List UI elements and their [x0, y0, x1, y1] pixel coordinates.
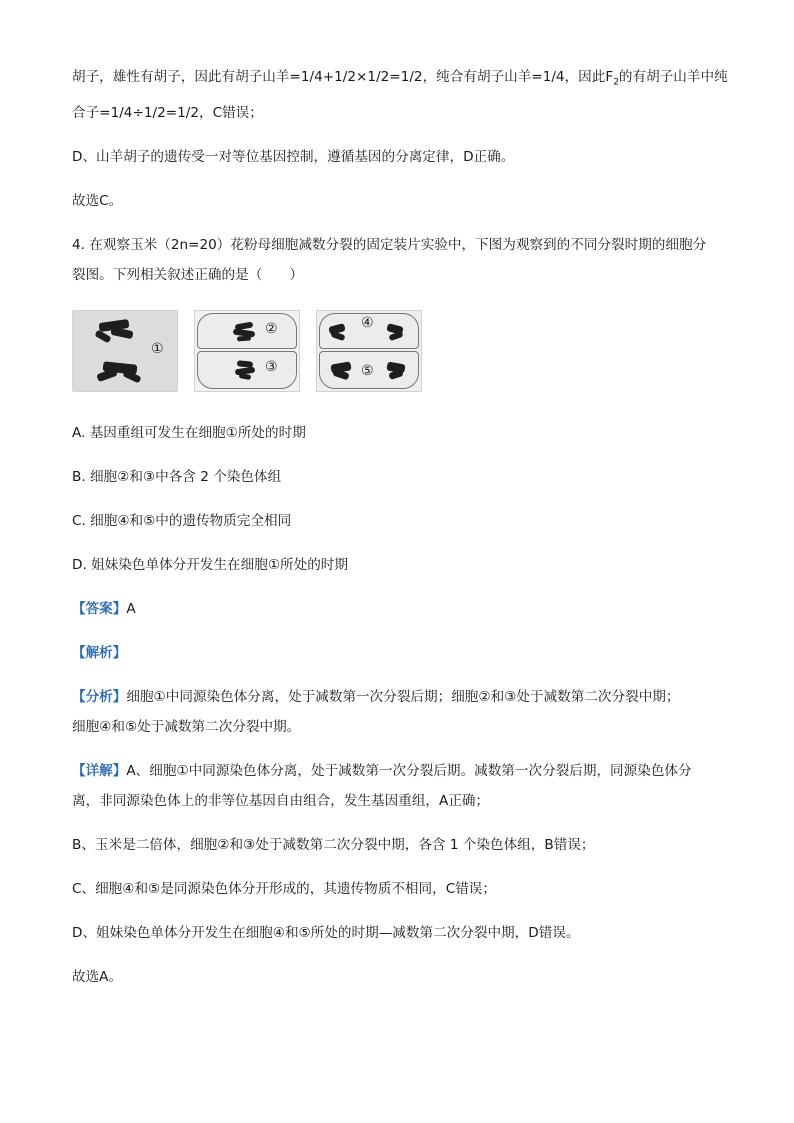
text-line [72, 62, 728, 98]
xiangjie-line [72, 756, 722, 786]
micrograph-cell-2-3 [194, 310, 300, 392]
text-segment: 胡子，雄性有胡子，因此有胡子山羊=1/4+1/2×1/2=1/2，纯合有胡子山羊=1/4，因此F [72, 69, 614, 85]
chromosome-mark [237, 335, 251, 341]
question-stem: 4. 在观察玉米（2n=20）花粉母细胞减数分裂的固定装片实验中，下图为观察到的不同分裂时期的细胞分 [72, 236, 707, 253]
analysis-tag: 【解析】 [72, 644, 127, 661]
micrograph-figure [72, 310, 722, 392]
cell-label-1: ① [151, 340, 164, 357]
option-b: B. 细胞②和③中各含 2 个染色体组 [72, 468, 282, 485]
text-line: 故选C。 [72, 192, 123, 209]
answer-tag: 【答案】 [72, 600, 127, 617]
cell-label-2: ② [265, 320, 278, 337]
text-line: D、山羊胡子的遗传受一对等位基因控制，遵循基因的分离定律，D正确。 [72, 148, 515, 165]
option-d: D. 姐妹染色单体分开发生在细胞①所处的时期 [72, 556, 348, 573]
text-segment: A、细胞①中同源染色体分离，处于减数第一次分裂后期。减数第一次分裂后期，同源染色体分 [126, 762, 692, 779]
cell-label-3: ③ [265, 358, 278, 375]
text-line: 离，非同源染色体上的非等位基因自由组合，发生基因重组，A正确； [72, 792, 490, 809]
text-segment: 细胞①中同源染色体分离，处于减数第一次分裂后期；细胞②和③处于减数第二次分裂中期； [126, 688, 680, 705]
document-page [72, 62, 728, 1006]
text-line: 细胞④和⑤处于减数第二次分裂中期。 [72, 718, 301, 735]
cell-label-4: ④ [361, 314, 374, 331]
fenxi-tag: 【分析】 [72, 688, 127, 705]
text-line: B、玉米是二倍体，细胞②和③处于减数第二次分裂中期，各含 1 个染色体组，B错误； [72, 836, 595, 853]
subscript: 2 [613, 77, 619, 88]
chromosome-mark [96, 368, 118, 382]
xiangjie-tag: 【详解】 [72, 762, 127, 779]
chromosome-mark [110, 327, 133, 339]
option-c: C. 细胞④和⑤中的遗传物质完全相同 [72, 512, 292, 529]
answer-value: A [126, 600, 136, 617]
fenxi-line [72, 682, 722, 712]
text-line: C、细胞④和⑤是同源染色体分开形成的，其遗传物质不相同，C错误； [72, 880, 496, 897]
option-a: A. 基因重组可发生在细胞①所处的时期 [72, 424, 306, 441]
question-stem: 裂图。下列相关叙述正确的是（ ） [72, 266, 304, 283]
answer-line [72, 594, 722, 624]
text-line: 故选A。 [72, 968, 123, 985]
text-line: D、姐妹染色单体分开发生在细胞④和⑤所处的时期—减数第二次分裂中期，D错误。 [72, 924, 580, 941]
text-segment: 的有胡子山羊中纯 [618, 69, 728, 85]
analysis-line [72, 638, 722, 668]
micrograph-cell-4-5 [316, 310, 422, 392]
micrograph-cell-1 [72, 310, 178, 392]
text-line: 合子=1/4÷1/2=1/2，C错误； [72, 104, 263, 121]
cell-label-5: ⑤ [361, 362, 374, 379]
